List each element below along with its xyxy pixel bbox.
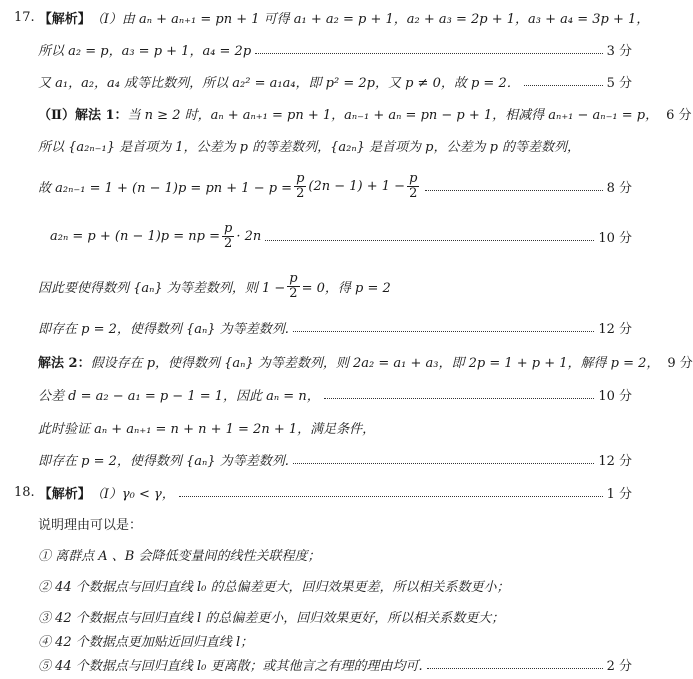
q17-geometric-condition: 又 a₁，a₂，a₄ 成等比数列，所以 a₂² = a₁a₄，即 p² = 2p，又 p ≠ 0，故 p = 2． [38,76,520,91]
q17-a2-a3-a4: 所以 a₂ = p，a₃ = p + 1，a₄ = 2p [38,44,252,59]
q17-method2-step: 假设存在 p，使得数列 {aₙ} 为等差数列，则 2a₂ = a₁ + a₃，即 2p = 1 + p + 1，解得 p = 2， [90,356,660,371]
q17-line-8: 因此要使得数列 {aₙ} 为等差数列，则 1 − $\frac{p}{2}$ = 0，得 p = 2 [38,271,391,301]
q17-line-1 [0,8,650,27]
q17-line-7: a₂ₙ = p + (n − 1)p = np = $\frac{p}{2}$ · 2n 10 分 [50,221,632,251]
q17-line-11 [38,385,632,404]
score-label: 1 分 [606,487,632,502]
q18-number: 18. [14,485,35,500]
q17-conclusion-2: 即存在 p = 2，使得数列 {aₙ} 为等差数列. [38,454,289,469]
q17-line-10 [38,352,693,371]
q17-line-13 [38,450,632,469]
dot-leader [255,53,602,54]
method-1-label: （Ⅱ）解法 1： [38,108,128,123]
q17-line-5 [38,136,632,155]
fraction-p-over-2: $\frac{p}{2}$ [224,221,233,251]
score-label: 5 分 [606,76,632,91]
score-label: 9 分 [667,356,693,371]
q17-conclusion-1: 即存在 p = 2，使得数列 {aₙ} 为等差数列. [38,322,289,337]
score-label: 12 分 [598,322,632,337]
score-label: 8 分 [606,180,632,196]
q17-subsequences: 所以 {a₂ₙ₋₁} 是首项为 1，公差为 p 的等差数列，{a₂ₙ} 是首项为 p，公差为 p 的等差数列， [38,140,581,155]
dot-leader [265,240,594,241]
score-label: 2 分 [606,659,632,674]
score-label: 6 分 [666,108,692,123]
fraction-p-over-2: $\frac{p}{2}$ [409,171,418,201]
q18-reason-5: ⑤ 44 个数据点与回归直线 l₀ 更离散；或其他言之有理的理由均可. 2 分 [38,655,632,674]
q17-line-12 [38,418,632,437]
q17-common-difference: 公差 d = a₂ − a₁ = p − 1 = 1，因此 aₙ = n， [38,389,320,404]
fraction-p-over-2: $\frac{p}{2}$ [296,171,305,201]
dot-leader [293,331,594,332]
q18-line-2 [38,514,632,533]
dot-leader [179,496,603,497]
dot-leader [427,668,603,669]
q17-line-6: 故 a₂ₙ₋₁ = 1 + (n − 1)p = pn + 1 − p = $\frac{p}{2}$ (2n − 1) + 1 − $\frac{p}{2}$ 8 分 [38,171,632,201]
score-label: 3 分 [606,44,632,59]
q17-line-4 [38,104,692,123]
q17-part1-given: （Ⅰ）由 aₙ + aₙ₊₁ = pn + 1 可得 a₁ + a₂ = p + 1，a₂ + a₃ = 2p + 1，a₃ + a₄ = 3p + 1， [90,12,650,27]
q18-reason-2: ② 44 个数据点与回归直线 l₀ 的总偏差更大，回归效果更差，所以相关系数更小； [38,580,510,595]
q17-number: 17. [14,10,35,25]
q17-odd-term-formula: 故 a₂ₙ₋₁ = 1 + (n − 1)p = pn + 1 − p = [38,180,293,196]
q17-verification: 此时验证 aₙ + aₙ₊₁ = n + n + 1 = 2n + 1，满足条件， [38,422,376,437]
q18-part1-answer: （Ⅰ）γ₀ < γ， [90,487,175,502]
q17-analysis-tag: 【解析】 [38,12,91,27]
q18-line-1 [0,483,632,502]
score-label: 12 分 [598,454,632,469]
q17-line-9 [38,318,632,337]
q17-method1-step: 当 n ≥ 2 时，aₙ + aₙ₊₁ = pn + 1，aₙ₋₁ + aₙ = pn − p + 1，相减得 aₙ₊₁ − aₙ₋₁ = p， [127,108,659,123]
q18-reason-1: ① 离群点 A 、B 会降低变量间的线性关联程度； [38,549,321,564]
fraction-p-over-2: $\frac{p}{2}$ [289,271,298,301]
score-label: 10 分 [598,230,632,246]
dot-leader [524,85,603,86]
score-label: 10 分 [598,389,632,404]
q18-analysis-tag: 【解析】 [38,487,91,502]
dot-leader [324,398,595,399]
dot-leader [293,463,594,464]
dot-leader [425,190,602,191]
q17-line-2 [38,40,632,59]
q18-reason-intro: 说明理由可以是： [38,518,143,533]
q17-even-term-formula: a₂ₙ = p + (n − 1)p = np = [50,228,221,244]
q17-condition: 因此要使得数列 {aₙ} 为等差数列，则 1 − [38,280,286,296]
method-2-label: 解法 2： [38,356,91,371]
q18-reason-4: ④ 42 个数据点更加贴近回归直线 l； [38,635,254,650]
q17-line-3 [38,72,632,91]
q18-reason-3: ③ 42 个数据点与回归直线 l 的总偏差更小，回归效果更好，所以相关系数更大； [38,611,505,626]
